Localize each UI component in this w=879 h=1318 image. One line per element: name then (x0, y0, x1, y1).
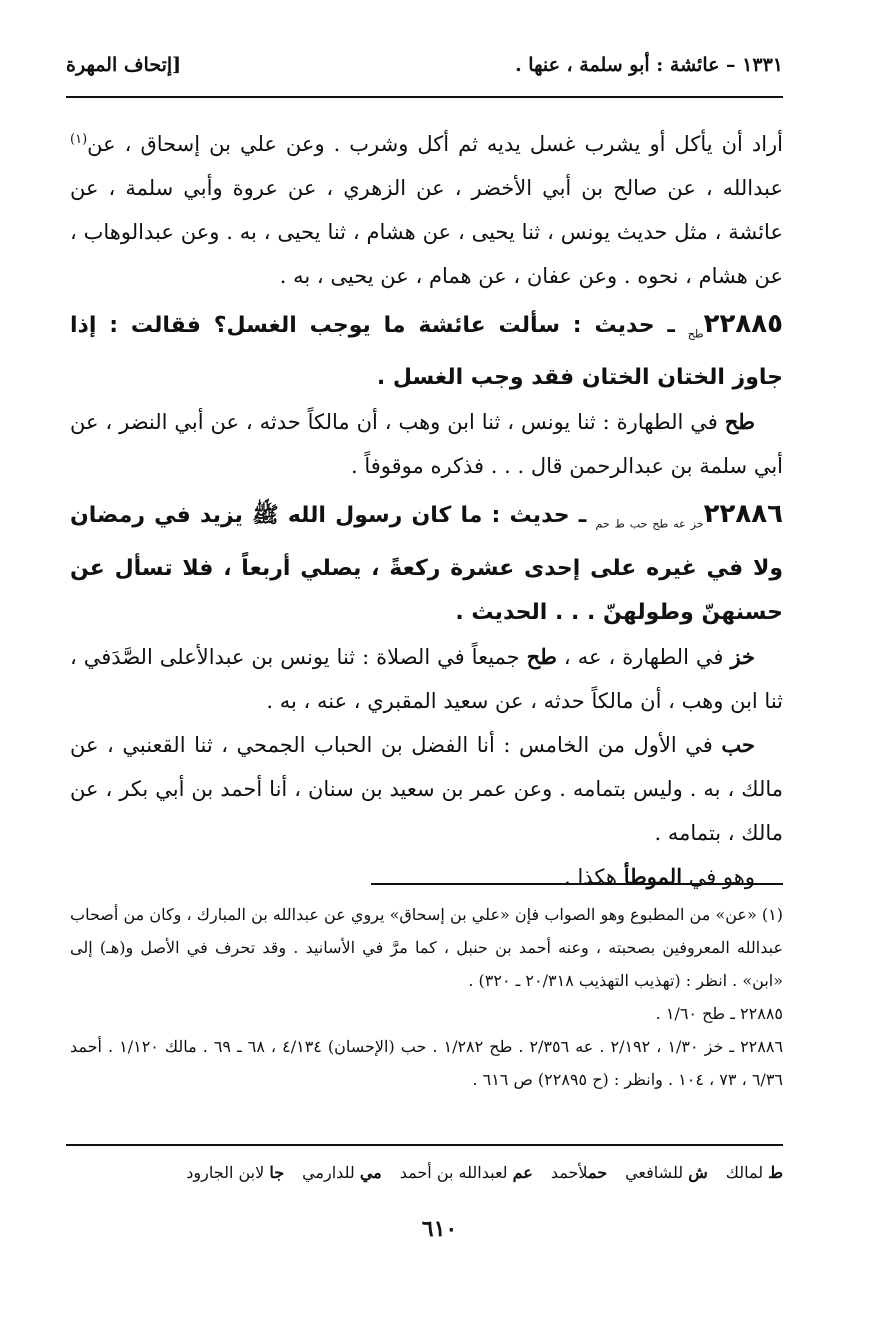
chapter-heading: ١٣٣١ – عائشة : أبو سلمة ، عنها . (515, 54, 783, 76)
hadith-sigla: طح (687, 327, 704, 341)
hadith-22886-source-3: وهو في الموطأ هكذا . (564, 863, 755, 889)
legend-divider (66, 1144, 783, 1146)
footnote-marker: (١) (70, 132, 88, 147)
legend-item: جا لابن الجارود (186, 1163, 285, 1182)
running-header (66, 54, 783, 76)
legend-item: ط لمالك (725, 1163, 783, 1182)
footnote-22886: ٢٢٨٨٦ ـ خز ١/٣٠ ، ٢/١٩٢ . عه ٢/٣٥٦ . طح ١/٢٨٢ . حب (الإحسان) ٤/١٣٤ ، ٦٨ ـ ٦٩ . مالك ١/١٢٠ . أحمد ٦/٣٦ ، ٧٣ ، ١٠٤ . وانظر : (ح ٢٢٨٩٥) ص ٦١٦ . (70, 1037, 784, 1089)
page-number: ٦١٠ (421, 1216, 458, 1242)
hadith-sigla: خز عه طح حب ط حم (595, 517, 704, 531)
hadith-22886-source-2: حب في الأول من الخامس : أنا الفضل بن الحباب الجمحي ، ثنا القعنبي ، عن مالك ، به . وليس بتمامه . وعن عمر بن سعيد بن سنان ، أنا أحمد بن أبي بكر ، عن مالك ، بتمامه . (70, 731, 783, 845)
legend-item: عم لعبدالله بن أحمد (399, 1163, 533, 1182)
hadith-text: ـ حديث : ما كان رسول الله ﷺ يزيد في رمضان ولا في غيره على إحدى عشرة ركعةً ، يصلي أربعاً ، فلا تسأل عن حسنهنّ وطولهنّ . . . الحديث . (70, 503, 783, 625)
hadith-number: ٢٢٨٨٥ (703, 309, 783, 339)
footnote-22885: ٢٢٨٨٥ ـ طح ١/٦٠ . (655, 1004, 783, 1023)
sigla-legend (70, 1158, 783, 1188)
hadith-22885-source: طح في الطهارة : ثنا يونس ، ثنا ابن وهب ، أن مالكاً حدثه ، عن أبي النضر ، عن أبي سلمة بن عبدالرحمن قال . . . فذكره موقوفاً . (70, 409, 783, 479)
footnotes (70, 898, 783, 1096)
footnote-1: (١) «عن» من المطبوع وهو الصواب فإن «علي بن إسحاق» يروي عن عبدالله بن المبارك ، وكان من أصحاب عبدالله المعروفين بصحبته ، وعنه أحمد بن حنبل ، كما مرَّ في الأسانيد . وقد تحرف في الأصل و(هـ) إلى «ابن» . انظر : (تهذيب التهذيب ٢٠/٣١٨ ـ ٣٢٠) . (70, 905, 783, 990)
legend-item: حملأحمد (550, 1163, 608, 1182)
paragraph-continuation: أراد أن يأكل أو يشرب غسل يديه ثم أكل وشرب . وعن علي بن إسحاق ، عن$^{(١)}$ عبدالله ، عن صالح بن أبي الأخضر ، عن الزهري ، عن عروة وأبي سلمة ، عن عائشة ، مثل حديث يونس ، ثنا يحيى ، عن هشام ، ثنا يحيى ، به . وعن عبدالوهاب ، عن هشام ، نحوه . وعن عفان ، عن همام ، عن يحيى ، به . (70, 132, 783, 288)
footnote-divider (371, 883, 783, 885)
book-title: [إتحاف المهرة (66, 54, 182, 76)
header-divider (66, 96, 783, 98)
hadith-22886-source-1: خز في الطهارة ، عه ، طح جميعاً في الصلاة : ثنا يونس بن عبدالأعلى الصَّدَفي ، ثنا ابن وهب ، أن مالكاً حدثه ، عن سعيد المقبري ، عنه ، به . (70, 643, 783, 713)
legend-item: ش للشافعي (625, 1163, 708, 1182)
main-text (70, 118, 783, 899)
legend-item: مي للدارمي (302, 1163, 382, 1182)
hadith-text: ـ حديث : سألت عائشة ما يوجب الغسل؟ فقالت : إذا جاوز الختان الختان فقد وجب الغسل . (70, 313, 783, 391)
hadith-22886 (70, 492, 783, 634)
hadith-number: ٢٢٨٨٦ (703, 499, 783, 530)
hadith-22885 (70, 302, 783, 400)
